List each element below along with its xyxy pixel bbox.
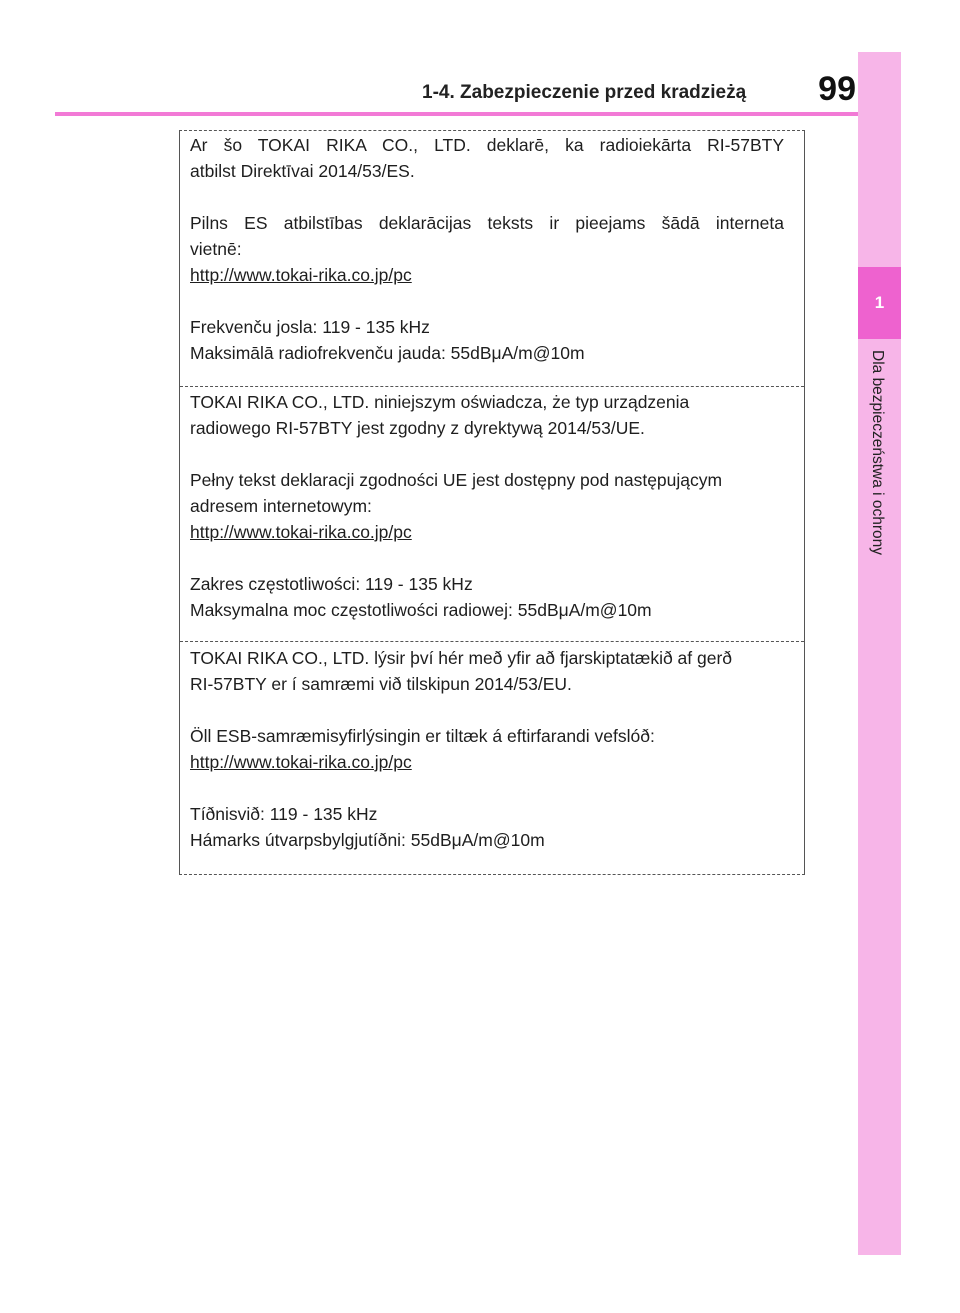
declaration-link[interactable]: http://www.tokai-rika.co.jp/pc <box>190 522 412 542</box>
frequency-band: Zakres częstotliwości: 119 - 135 kHz <box>190 574 473 594</box>
declaration-text: Pilns ES atbilstības deklarācijas teksts ir pieejams šādā interneta <box>190 213 784 233</box>
max-power: Maksymalna moc częstotliwości radiowej: 55dBμA/m@10m <box>190 600 652 620</box>
declaration-text: vietnē: <box>190 239 242 259</box>
declaration-icelandic <box>180 643 804 875</box>
chapter-tab[interactable]: 1 <box>858 267 901 339</box>
declaration-latvian <box>180 131 804 386</box>
declaration-link[interactable]: http://www.tokai-rika.co.jp/pc <box>190 752 412 772</box>
max-power: Hámarks útvarpsbylgjutíðni: 55dBμA/m@10m <box>190 830 545 850</box>
frequency-band: Frekvenču josla: 119 - 135 kHz <box>190 317 430 337</box>
declaration-text: Pełny tekst deklaracji zgodności UE jest dostępny pod następującym <box>190 470 723 490</box>
declaration-text: atbilst Direktīvai 2014/53/ES. <box>190 161 415 181</box>
chapter-label: Dla bezpieczeństwa i ochrony <box>869 350 886 556</box>
declaration-text: adresem internetowym: <box>190 496 372 516</box>
declaration-text: Öll ESB-samræmisyfirlýsingin er tiltæk á eftirfarandi vefslóð: <box>190 726 655 746</box>
declaration-box <box>179 130 805 875</box>
declaration-text: TOKAI RIKA CO., LTD. lýsir því hér með yfir að fjarskiptatækið af gerð <box>190 648 733 668</box>
declaration-link[interactable]: http://www.tokai-rika.co.jp/pc <box>190 265 412 285</box>
declaration-text: Ar šo TOKAI RIKA CO., LTD. deklarē, ka radioiekārta RI-57BTY <box>190 135 784 155</box>
max-power: Maksimālā radiofrekvenču jauda: 55dBμA/m@10m <box>190 343 585 363</box>
page-number: 99 <box>818 70 856 108</box>
chapter-sidebar <box>858 52 901 1255</box>
declaration-text: RI-57BTY er í samræmi við tilskipun 2014/53/EU. <box>190 674 572 694</box>
frequency-band: Tíðnisvið: 119 - 135 kHz <box>190 804 378 824</box>
declaration-text: radiowego RI-57BTY jest zgodny z dyrektywą 2014/53/UE. <box>190 418 645 438</box>
page-header-title: 1-4. Zabezpieczenie przed kradzieżą <box>422 82 747 103</box>
declaration-text: TOKAI RIKA CO., LTD. niniejszym oświadcza, że typ urządzenia <box>190 392 690 412</box>
section-divider <box>180 641 804 642</box>
header-divider <box>55 112 859 116</box>
declaration-polish <box>180 387 804 642</box>
